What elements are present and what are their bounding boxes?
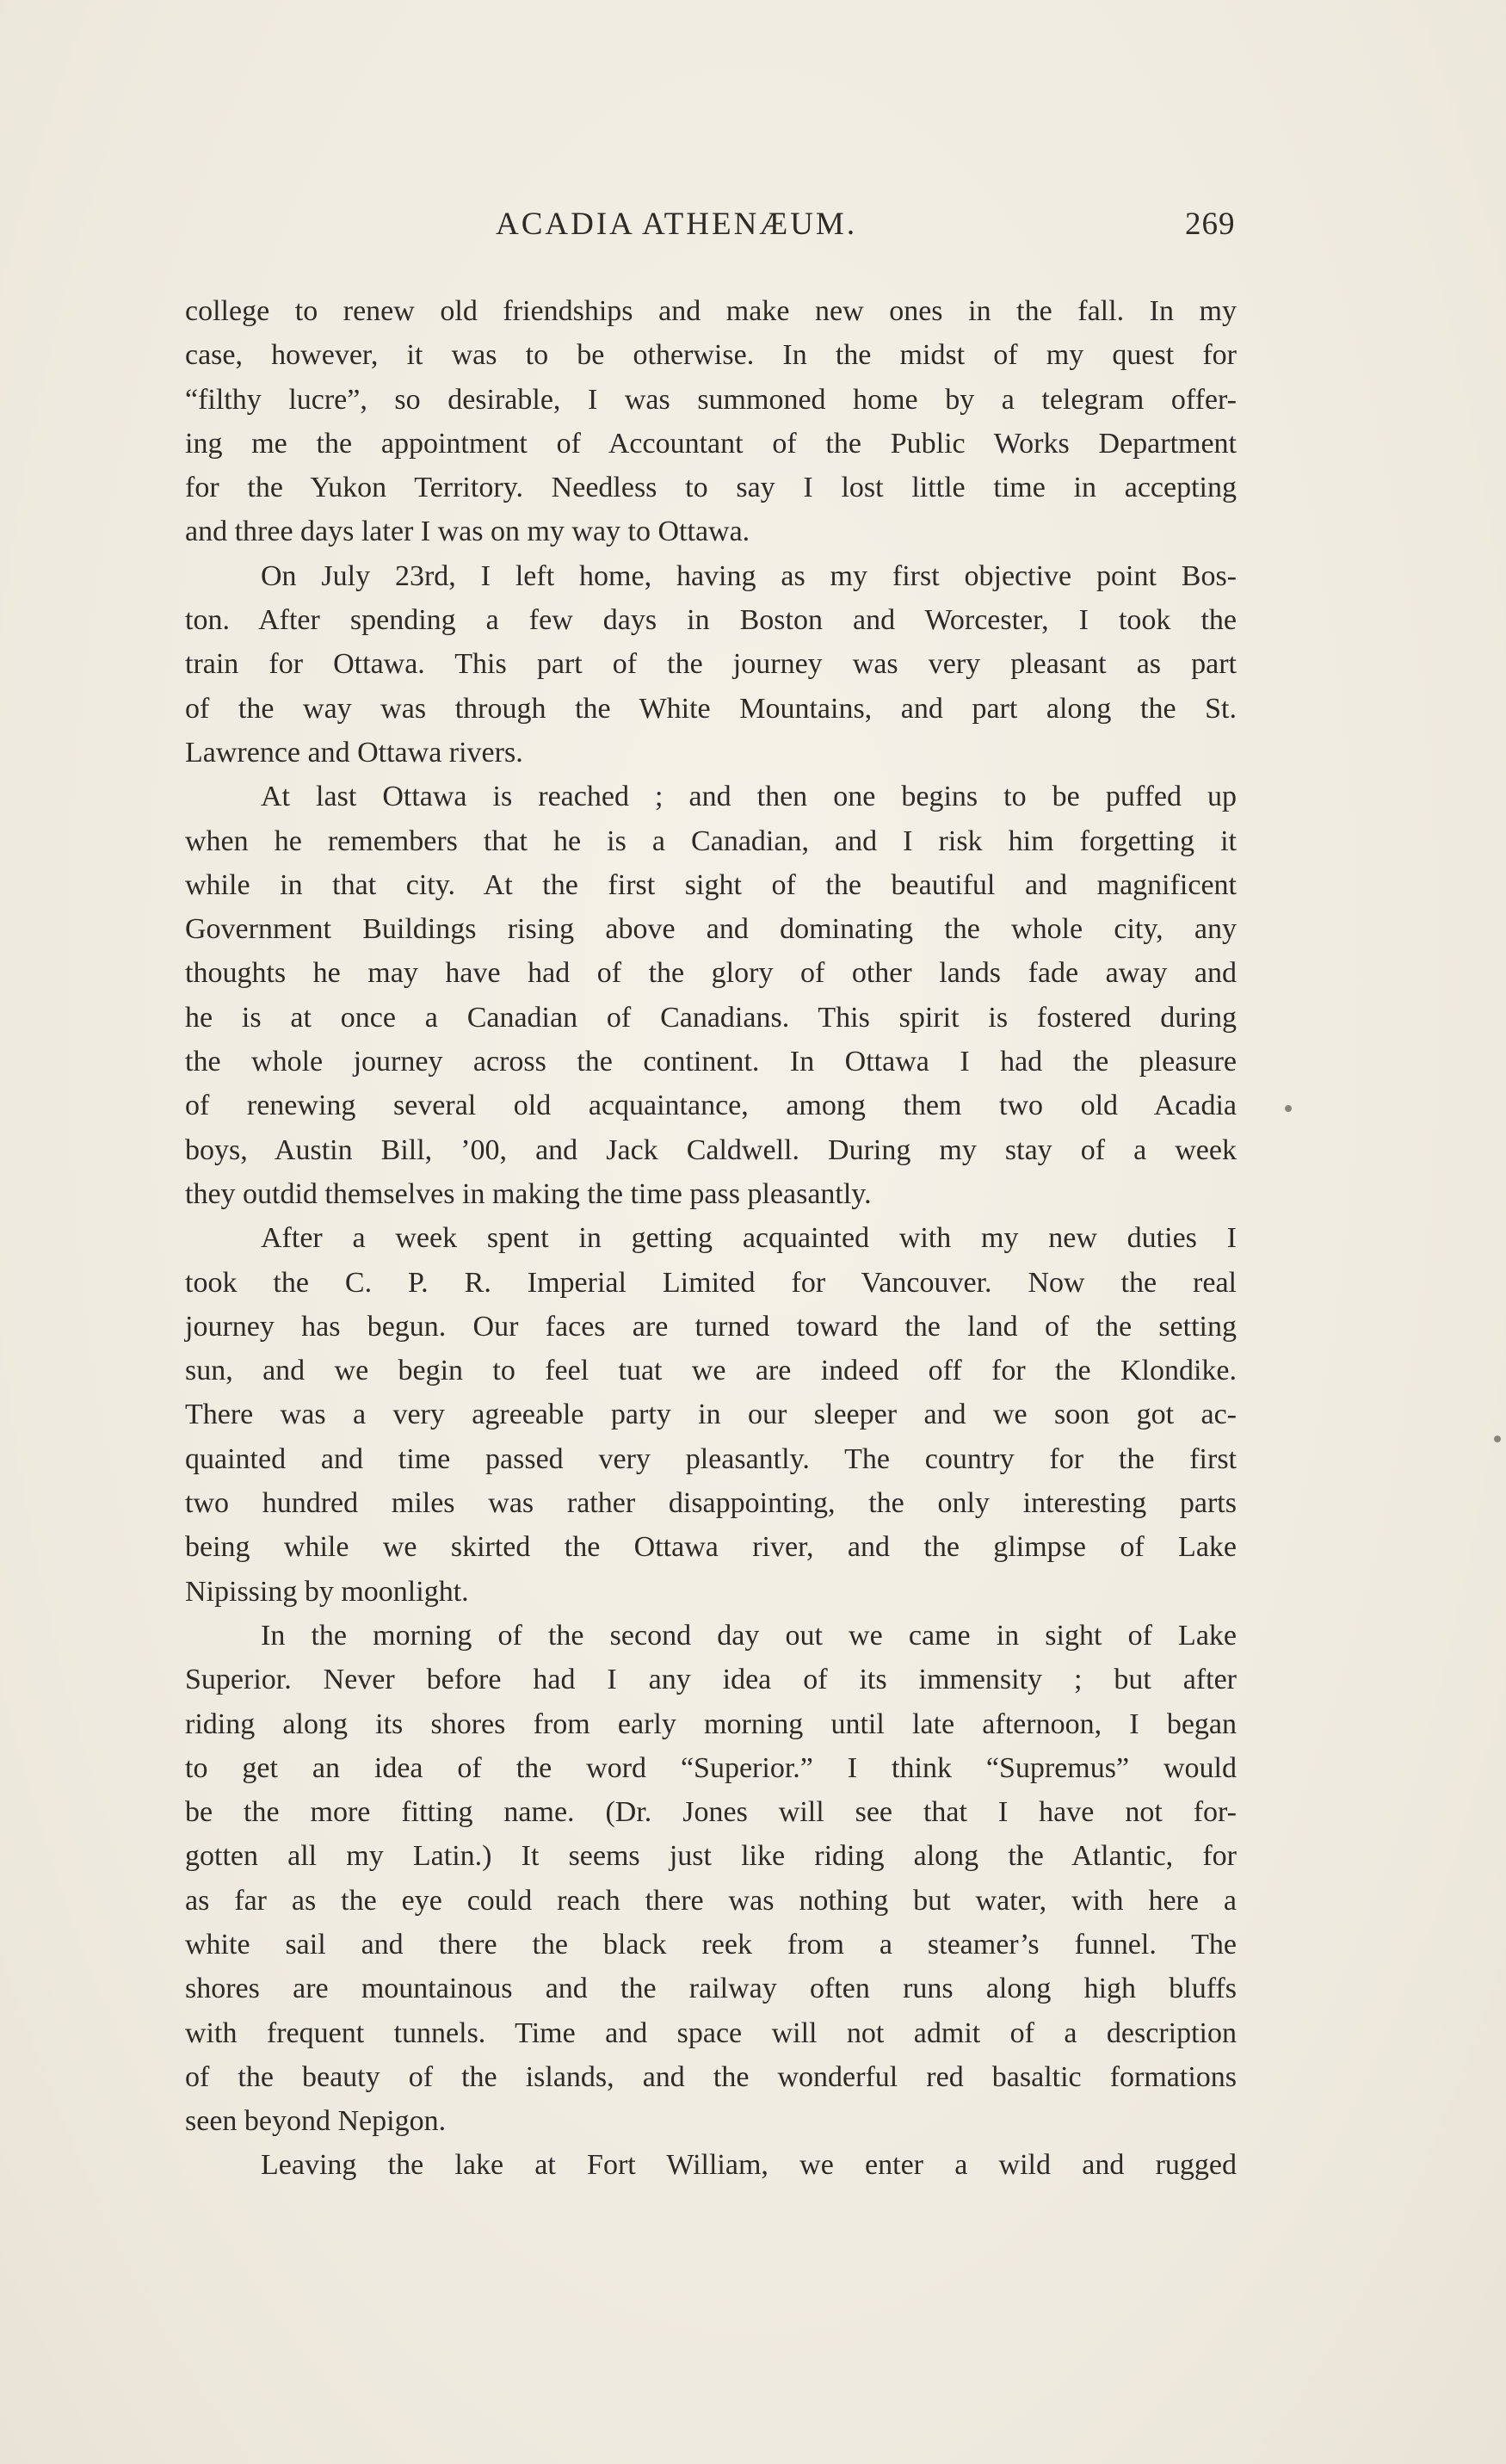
text-line: Government Buildings rising above and dominating the whole city, any [185,913,1237,946]
journal-title: ACADIA ATHENÆUM. [496,207,858,242]
text-line: journey has begun. Our faces are turned toward the land of the setting [185,1310,1237,1343]
text-line: of the beauty of the islands, and the wonderful red basaltic formations [185,2060,1237,2093]
text-line: white sail and there the black reek from a steamer’s funnel. The [185,1928,1237,1961]
text-line: There was a very agreeable party in our sleeper and we soon got ac- [185,1399,1237,1431]
text-line: ton. After spending a few days in Boston and Worcester, I took the [185,604,1237,637]
text-line: thoughts he may have had of the glory of other lands fade away and [185,957,1237,990]
text-line: quainted and time passed very pleasantly. The country for the first [185,1442,1237,1475]
text-line: shores are mountainous and the railway often runs along high bluffs [185,1973,1237,2005]
paragraph [185,2143,1237,2187]
text-line: After a week spent in getting acquainted with my new duties I [261,1222,1237,1255]
text-line: the whole journey across the continent. In Ottawa I had the pleasure [185,1046,1237,1078]
text-line: when he remembers that he is a Canadian, and I risk him forgetting it [185,824,1237,857]
text-line: while in that city. At the first sight of the beautiful and magnificent [185,868,1237,901]
text-line: At last Ottawa is reached ; and then one begins to be puffed up [261,781,1237,813]
paragraph [185,554,1237,775]
text-line: and three days later I was on my way to Ottawa. [185,516,750,548]
margin-speck [1285,1105,1292,1112]
text-line: gotten all my Latin.) It seems just like riding along the Atlantic, for [185,1840,1237,1873]
text-line: riding along its shores from early morning until late afternoon, I began [185,1708,1237,1740]
text-line: boys, Austin Bill, ’00, and Jack Caldwell. During my stay of a week [185,1133,1237,1166]
text-line: took the C. P. R. Imperial Limited for Vancouver. Now the real [185,1266,1237,1299]
text-line: being while we skirted the Ottawa river, and the glimpse of Lake [185,1531,1237,1564]
text-line: of the way was through the White Mountains, and part along the St. [185,692,1237,725]
text-line: two hundred miles was rather disappointing, the only interesting parts [185,1487,1237,1520]
paragraph [185,289,1237,554]
page-number: 269 [1185,207,1236,242]
text-line: Nipissing by moonlight. [185,1575,469,1608]
text-line: they outdid themselves in making the time pass pleasantly. [185,1177,872,1210]
paragraph [185,775,1237,1216]
text-line: sun, and we begin to feel tuat we are indeed off for the Klondike. [185,1355,1237,1387]
text-line: for the Yukon Territory. Needless to say I lost little time in accepting [185,472,1237,504]
text-line: ing me the appointment of Accountant of the Public Works Department [185,427,1237,460]
text-line: college to renew old friendships and make new ones in the fall. In my [185,295,1237,327]
text-line: “filthy lucre”, so desirable, I was summoned home by a telegram offer- [185,383,1237,416]
paragraph [185,1216,1237,1614]
text-line: with frequent tunnels. Time and space will not admit of a description [185,2016,1237,2049]
text-line: as far as the eye could reach there was nothing but water, with here a [185,1884,1237,1917]
text-line: he is at once a Canadian of Canadians. This spirit is fostered during [185,1001,1237,1034]
text-line: Superior. Never before had I any idea of its immensity ; but after [185,1664,1237,1696]
text-line: In the morning of the second day out we came in sight of Lake [261,1619,1237,1652]
text-line: be the more fitting name. (Dr. Jones will see that I have not for- [185,1796,1237,1829]
text-line: to get an idea of the word “Superior.” I think “Supremus” would [185,1751,1237,1784]
text-line: train for Ottawa. This part of the journey was very pleasant as part [185,648,1237,681]
text-line: of renewing several old acquaintance, among them two old Acadia [185,1090,1237,1122]
margin-speck [1494,1436,1501,1442]
paragraph [185,1614,1237,2144]
article-body [185,289,1237,2188]
text-line: Leaving the lake at Fort William, we enter a wild and rugged [261,2149,1237,2182]
text-line: Lawrence and Ottawa rivers. [185,736,523,769]
text-line: seen beyond Nepigon. [185,2105,447,2138]
text-line: case, however, it was to be otherwise. In the midst of my quest for [185,339,1237,372]
running-head [0,203,1506,246]
text-line: On July 23rd, I left home, having as my first objective point Bos- [261,559,1237,592]
